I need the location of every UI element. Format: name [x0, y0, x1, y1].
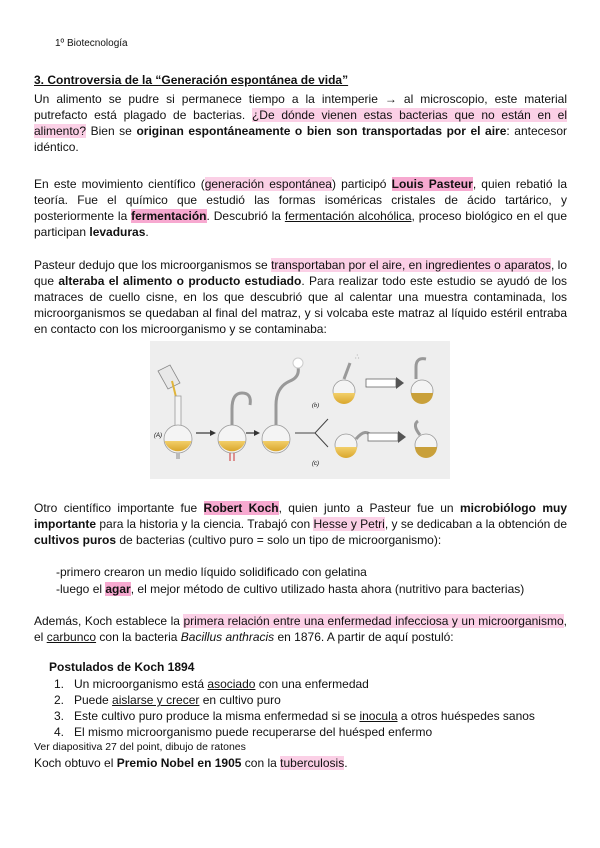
- svg-text:∴: ∴: [355, 354, 360, 361]
- culture-list-item-2: [56, 581, 576, 597]
- list-number: 2.: [54, 693, 65, 707]
- highlight-names: Hesse y Petri: [313, 517, 385, 531]
- bold-text: originan espontáneamente o bien son transportadas por el aire: [136, 124, 507, 138]
- scientist-name: Louis Pasteur: [391, 177, 473, 191]
- postulate-3: [54, 708, 535, 724]
- text: Pasteur dedujo que los microorganismos se: [34, 258, 272, 272]
- bold-text: alteraba el alimento o producto estudiado: [58, 274, 302, 288]
- text: , lo que: [34, 258, 567, 288]
- postulate-2: [54, 692, 535, 708]
- bold-text: microbiólogo muy importante: [34, 501, 567, 531]
- label-c: (c): [312, 461, 319, 467]
- text: . Para realizar todo este estudio se ayudó de los matraces de cuello cisne, en los que descubrió que al calentar una muestra contaminada, los microorganismos se quedaban al final del matraz, y si volcaba este matraz al líquido estéril entraba en contacto con los microorganismo y se contaminaba:: [34, 274, 567, 336]
- highlight-question: ¿De dónde vienen estas bacterias que no están en el alimento?: [34, 108, 567, 138]
- arrow-box-bottom: [368, 433, 398, 441]
- underlined-term: inocula: [359, 709, 398, 723]
- text: Puede: [74, 693, 113, 707]
- paragraph-transport: [34, 257, 567, 337]
- text: . Descubrió la: [206, 209, 285, 223]
- text: Además, Koch establece la: [34, 614, 184, 628]
- bold-text: Premio Nobel en 1905: [116, 756, 242, 770]
- text: , el mejor método de cultivo utilizado hasta ahora (nutritivo para bacterias): [130, 582, 525, 596]
- text: : antecesor idéntico.: [34, 124, 567, 154]
- species-name: Bacillus anthracis: [180, 630, 275, 644]
- text: Este cultivo puro produce la misma enfermedad si se: [74, 709, 360, 723]
- slide-note: Ver diapositiva 27 del point, dibujo de ratones: [34, 741, 246, 753]
- flask-contaminated-bottom: [415, 421, 437, 458]
- list-number: 4.: [54, 725, 65, 739]
- text: En este movimiento científico (: [34, 177, 205, 191]
- text: , proceso biológico en el que participan: [34, 209, 568, 239]
- highlight-fermentation: fermentación: [131, 209, 207, 223]
- underlined-term: fermentación alcohólica: [284, 209, 412, 223]
- flask-1: [164, 396, 192, 459]
- label-a: (A): [154, 433, 162, 439]
- highlight-relation: primera relación entre una enfermedad infecciosa y un microorganismo: [183, 614, 564, 628]
- list-number: 3.: [54, 709, 65, 723]
- label-b: (b): [312, 403, 319, 409]
- text: , quien rebatió la teoría. Fue el químico que estudió las formas isoméricas cristales de ácido tartárico, y posteriormente la: [34, 177, 568, 223]
- swan-neck-flask-figure: [150, 341, 450, 479]
- underlined-term: asociado: [207, 677, 256, 691]
- text: , quien junto a Pasteur fue un: [278, 501, 460, 515]
- list-number: 1.: [54, 677, 65, 691]
- highlight-disease: tuberculosis: [280, 756, 345, 770]
- underlined-term: aislarse y crecer: [112, 693, 200, 707]
- paragraph-koch: [34, 500, 567, 548]
- highlight-agar: agar: [105, 582, 131, 596]
- flask-broken-neck: [333, 354, 360, 404]
- text: El mismo microorganismo puede recuperarse del huésped enfermo: [74, 725, 433, 739]
- text: de bacterias (cultivo puro = solo un tipo de microorganismo):: [116, 533, 442, 547]
- text: Koch obtuvo el: [34, 756, 117, 770]
- text: -luego el: [56, 582, 106, 596]
- text: para la historia y la ciencia. Trabajó con: [96, 517, 314, 531]
- text: con la: [241, 756, 281, 770]
- text: Un microorganismo está: [74, 677, 208, 691]
- flask-3: [262, 358, 303, 453]
- bold-text: cultivos puros: [34, 533, 117, 547]
- flask-tilted: [335, 432, 372, 458]
- text: en 1876. A partir de aquí postuló:: [274, 630, 454, 644]
- postulate-1: [54, 676, 535, 692]
- paragraph-intro: [34, 91, 567, 155]
- text: , y se dedicaban a la obtención de: [384, 517, 567, 531]
- paragraph-pasteur: [34, 176, 567, 240]
- postulates-list: [54, 676, 535, 740]
- flask-contaminated-top: [411, 359, 433, 404]
- postulate-4: [54, 724, 535, 740]
- course-header: 1º Biotecnología: [55, 38, 128, 49]
- highlight-term: generación espontánea: [204, 177, 332, 191]
- paragraph-disease: [34, 613, 567, 645]
- branch-arrows: [295, 419, 328, 447]
- text: con la bacteria: [96, 630, 181, 644]
- scientist-name: Robert Koch: [203, 501, 279, 515]
- text: , el: [34, 614, 567, 644]
- text: en cultivo puro: [199, 693, 281, 707]
- underlined-term: carbunco: [46, 630, 97, 644]
- culture-list-item-1: -primero crearon un medio líquido solidificado con gelatina: [56, 565, 367, 579]
- highlight-transport: transportaban por el aire, en ingredientes o aparatos: [271, 258, 551, 272]
- flask-2: [218, 393, 250, 461]
- text: Bien se: [86, 124, 137, 138]
- flask-illustration: [150, 341, 450, 479]
- text: Un alimento se pudre si permanece tiempo a la intemperie → al microscopio, este material putrefacto está plagado de bacterias.: [34, 92, 567, 122]
- arrow-box-top: [366, 379, 396, 387]
- bold-text: levaduras: [89, 225, 146, 239]
- section-title: 3. Controversia de la “Generación espontánea de vida”: [34, 73, 349, 87]
- text: con una enfermedad: [255, 677, 369, 691]
- text: ) participó: [331, 177, 392, 191]
- text: Otro científico importante fue: [34, 501, 204, 515]
- paragraph-nobel: [34, 755, 567, 771]
- text: a otros huéspedes sanos: [397, 709, 535, 723]
- text: .: [145, 225, 149, 239]
- text: .: [344, 756, 348, 770]
- postulates-title: Postulados de Koch 1894: [49, 660, 195, 674]
